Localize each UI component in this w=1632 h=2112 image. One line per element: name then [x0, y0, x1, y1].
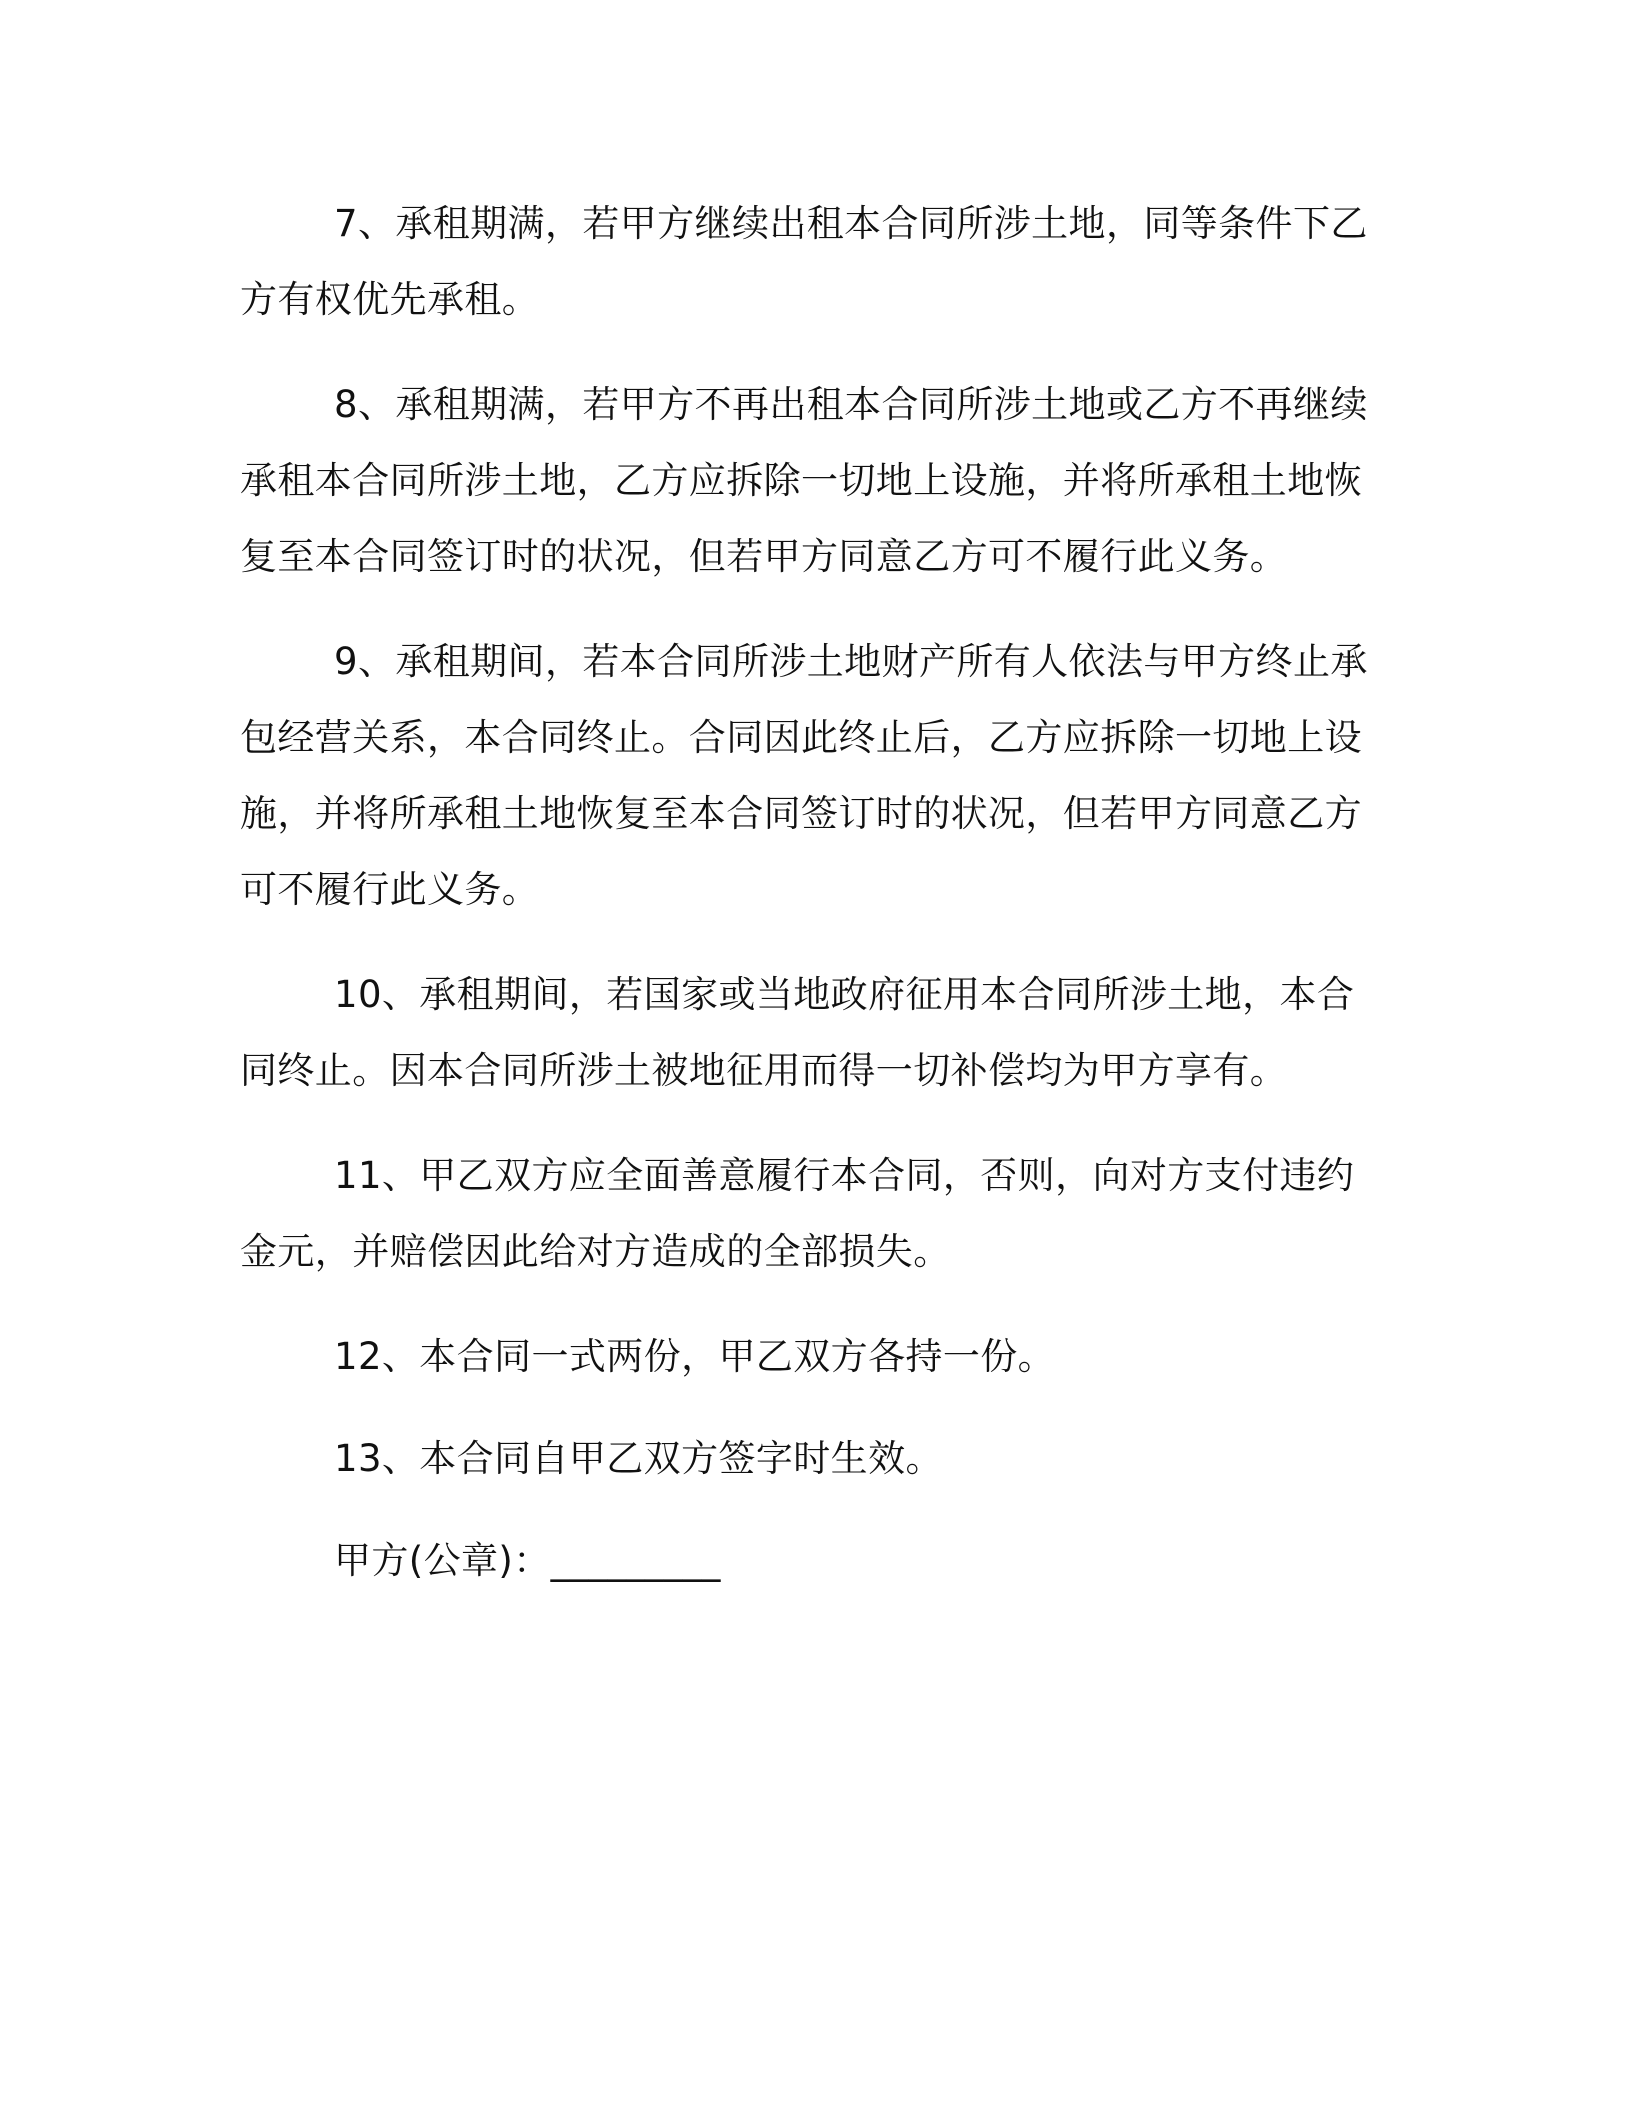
clause-10: 10、承租期间，若国家或当地政府征用本合同所涉土地，本合同终止。因本合同所涉土被地征用而得一切补偿均为甲方享有。: [240, 973, 1355, 1092]
clause-8: 8、承租期满，若甲方不再出租本合同所涉土地或乙方不再继续承租本合同所涉土地，乙方应拆除一切地上设施，并将所承租土地恢复至本合同签订时的状况，但若甲方同意乙方可不履行此义务。: [240, 383, 1368, 578]
clause-7: 7、承租期满，若甲方继续出租本合同所涉土地，同等条件下乙方有权优先承租。: [240, 202, 1368, 321]
clause-9: 9、承租期间，若本合同所涉土地财产所有人依法与甲方终止承包经营关系，本合同终止。合同因此终止后，乙方应拆除一切地上设施，并将所承租土地恢复至本合同签订时的状况，但若甲方同意乙方可不履行此义务。: [240, 640, 1368, 911]
party-a-seal-line: 甲方(公章)：_________: [334, 1539, 721, 1582]
clause-13: 13、本合同自甲乙双方签字时生效。: [334, 1437, 943, 1480]
contract-body: [240, 186, 1380, 1625]
clause-11: 11、甲乙双方应全面善意履行本合同，否则，向对方支付违约金元，并赔偿因此给对方造成的全部损失。: [240, 1154, 1355, 1273]
clause-12: 12、本合同一式两份，甲乙双方各持一份。: [334, 1335, 1056, 1378]
